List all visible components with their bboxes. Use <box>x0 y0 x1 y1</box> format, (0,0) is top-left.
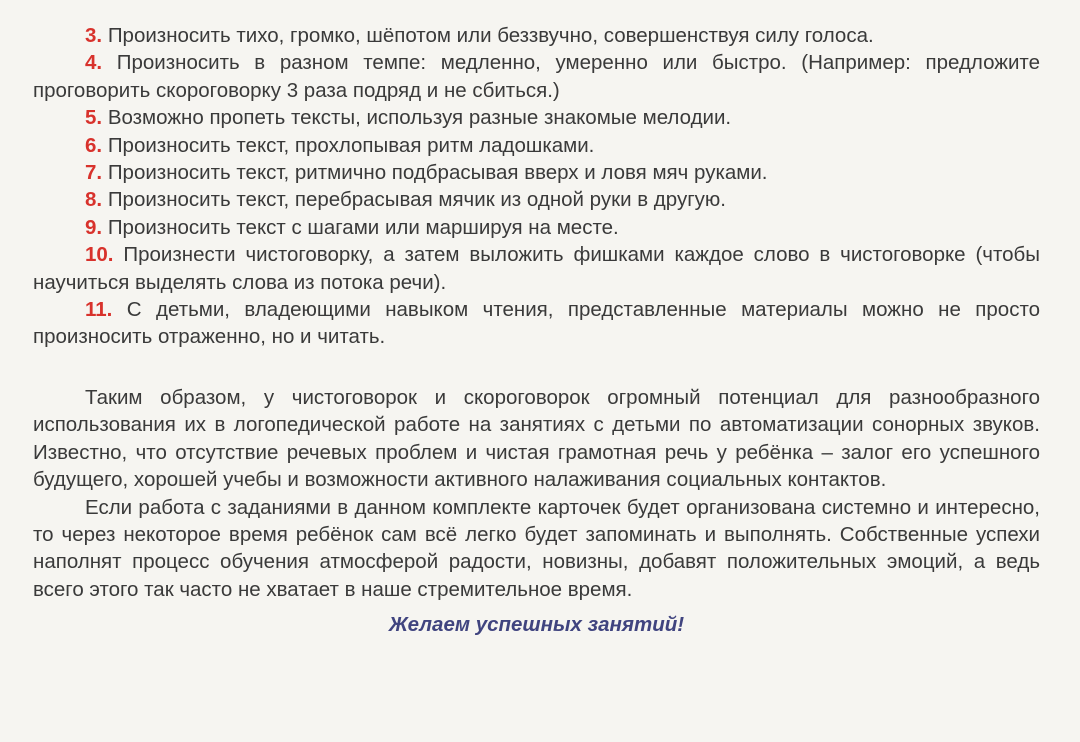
item-number: 10. <box>85 243 114 267</box>
item-text: Произносить в разном темпе: медленно, умеренно или быстро. (Например: предложите проговорить скороговорку 3 раза подряд и не сбиться.) <box>33 51 1040 102</box>
item-number: 5. <box>85 106 103 130</box>
item-number: 6. <box>85 133 103 157</box>
list-item <box>33 22 1040 49</box>
item-number: 3. <box>85 24 103 47</box>
item-text: С детьми, владеющими навыком чтения, представленные материалы можно не просто произносить отраженно, но и читать. <box>33 298 1041 349</box>
item-number: 11. <box>85 298 113 322</box>
item-number: 9. <box>85 215 103 239</box>
item-text: Произносить текст, ритмично подбрасывая вверх и ловя мяч руками. <box>107 161 768 185</box>
item-text: Произносить текст, прохлопывая ритм ладошками. <box>107 133 595 157</box>
item-text: Произносить тихо, громко, шёпотом или беззвучно, совершенствуя силу голоса. <box>107 24 874 47</box>
item-text: Возможно пропеть тексты, используя разные знакомые мелодии. <box>107 106 732 130</box>
list-item <box>33 296 1040 351</box>
item-text: Произносить текст, перебрасывая мячик из одной руки в другую. <box>107 188 726 212</box>
section-spacer <box>33 351 1040 384</box>
item-number: 8. <box>85 188 103 212</box>
list-item <box>33 241 1040 296</box>
item-number: 4. <box>85 51 103 75</box>
list-item <box>33 159 1040 186</box>
exercise-list <box>33 22 1040 351</box>
list-item <box>33 186 1040 213</box>
item-text: Произнести чистоговорку, а затем выложить фишками каждое слово в чистоговорке (чтобы научиться выделять слова из потока речи). <box>33 243 1040 294</box>
item-text: Произносить текст с шагами или маршируя на месте. <box>107 215 619 239</box>
list-item <box>33 49 1040 104</box>
list-item <box>33 132 1040 159</box>
conclusion-paragraph: Таким образом, у чистоговорок и скороговорок огромный потенциал для разнообразного использования их в логопедической работе на занятиях с детьми по автоматизации сонорных звуков. Известно, что отсутствие речевых проблем и чистая грамотная речь у ребёнка – залог его успешного будущего, хорошей учебы и возможности активного налаживания социальных контактов. <box>33 385 1040 492</box>
list-item <box>33 104 1040 131</box>
list-item <box>33 214 1040 241</box>
conclusion-paragraph: Если работа с заданиями в данном комплекте карточек будет организована системно и интересно, то через некоторое время ребёнок сам всё легко будет запоминать и выполнять. Собственные успехи наполнят процесс обучения атмосферой радости, новизны, добавят положительных эмоций, а ведь всего этого так часто не хватает в наше стремительное время. <box>33 495 1040 601</box>
closing-wish: Желаем успешных занятий! <box>388 613 685 637</box>
item-number: 7. <box>85 161 103 185</box>
